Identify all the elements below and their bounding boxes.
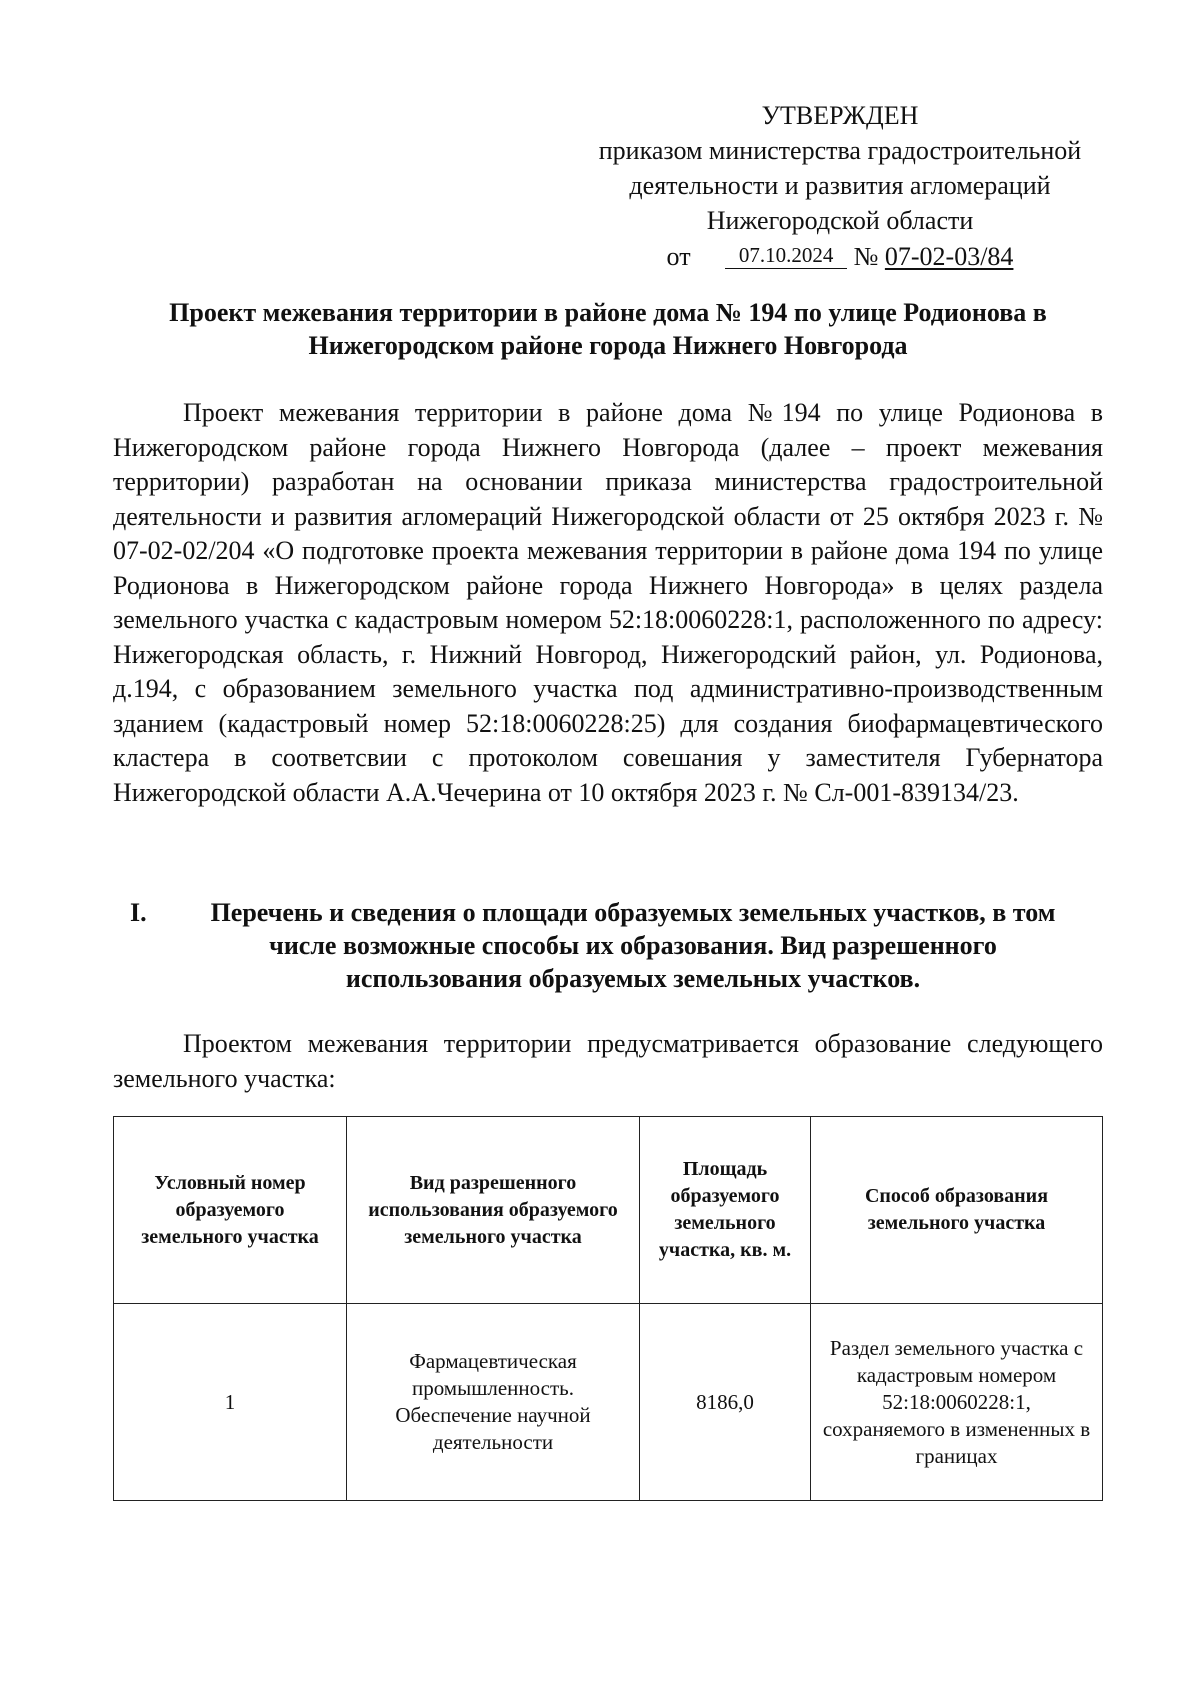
from-label: от: [666, 242, 691, 271]
approval-line: деятельности и развития агломераций: [629, 171, 1051, 200]
section-title-line: использования образуемых земельных участков.: [345, 964, 921, 993]
approval-line: Нижегородской области: [706, 206, 974, 235]
approval-heading: УТВЕРЖДЕН: [761, 101, 919, 130]
title-line: Проект межевания территории в районе дома № 194 по улице Родионова в: [169, 298, 1047, 327]
column-header: Способ образования земельного участка: [811, 1117, 1103, 1304]
section-title-line: Перечень и сведения о площади образуемых земельных участков, в том: [210, 898, 1056, 927]
section-heading: [130, 896, 1106, 995]
approval-date: 07.10.2024: [725, 242, 847, 269]
section-number: I.: [130, 898, 147, 927]
approval-line: приказом министерства градостроительной: [598, 136, 1082, 165]
parcel-number-cell: 1: [114, 1304, 347, 1501]
section-title-line: числе возможные способы их образования. Вид разрешенного: [269, 931, 997, 960]
document-title: [110, 296, 1106, 362]
intro-paragraph: Проект межевания территории в районе дома №194 по улице Родионова в Нижегородском районе города Нижнего Новгорода (далее – проект межевания территории) разработан на основании приказа министерства градостроительной деятельности и развития агломераций Нижегородской области от 25 октября 2023 г. № 07-02-02/204 «О подготовке проекта межевания территории в районе дома 194 по улице Родионова в Нижегородском районе города Нижнего Новгорода» в целях раздела земельного участка с кадастровым номером 52:18:0060228:1, расположенного по адресу: Нижегородская область, г. Нижний Новгород, Нижегородский район, ул. Родионова, д.194, с образованием земельного участка под административно-производственным зданием (кадастровый номер 52:18:0060228:25) для создания биофармацевтического кластера в соответсвии с протоколом совешания у заместителя Губернатора Нижегородской области А.А.Чечерина от 10 октября 2023 г. № Сл-001-839134/23.: [113, 398, 1103, 807]
table-header-row: [114, 1117, 1103, 1304]
order-number: 07-02-03/84: [884, 242, 1014, 271]
title-line: Нижегородском районе города Нижнего Новгорода: [308, 331, 908, 360]
permitted-use-cell: Фармацевтическая промышленность. Обеспечение научной деятельности: [347, 1304, 640, 1501]
approval-stamp: [560, 98, 1120, 274]
formation-method-cell: Раздел земельного участка с кадастровым номером 52:18:0060228:1, сохраняемого в измененных в границах: [811, 1304, 1103, 1501]
column-header: Вид разрешенного использования образуемого земельного участка: [347, 1117, 640, 1304]
section-paragraph: Проектом межевания территории предусматривается образование следующего земельного участка:: [113, 1029, 1103, 1093]
column-header: Условный номер образуемого земельного участка: [114, 1117, 347, 1304]
approval-date-line: [560, 239, 1120, 274]
area-cell: 8186,0: [640, 1304, 811, 1501]
number-label: №: [853, 242, 879, 271]
table-row: [114, 1304, 1103, 1501]
column-header: Площадь образуемого земельного участка, кв. м.: [640, 1117, 811, 1304]
parcel-table: [113, 1116, 1103, 1501]
